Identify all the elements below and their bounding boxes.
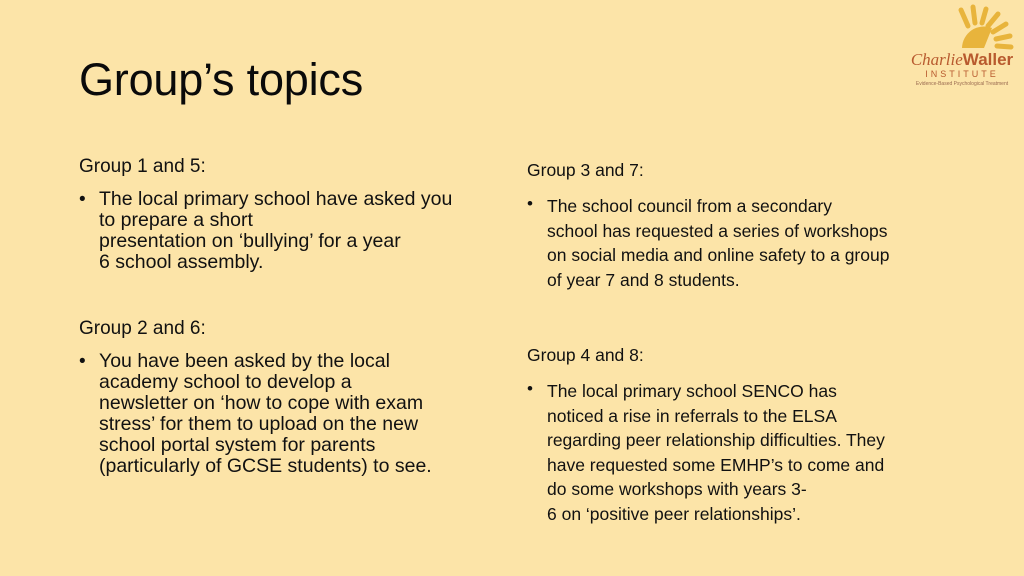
text-line: do some workshops with years 3- [547, 479, 807, 499]
slide-title: Group’s topics [79, 54, 364, 105]
text-line: school portal system for parents [99, 434, 376, 456]
text-line: 6 on ‘positive peer relationships’. [547, 503, 801, 524]
logo-tagline: Evidence-Based Psychological Treatment [915, 81, 1009, 87]
text-line: stress’ for them to upload on the new [99, 413, 419, 435]
group-3-7 [527, 160, 957, 292]
group-2-6 [79, 318, 499, 477]
logo-institute: INSTITUTE [925, 69, 999, 79]
text-line: The school council from a secondary [547, 196, 832, 216]
text-line: school has requested a series of workshops [547, 220, 888, 241]
text-line: The local primary school SENCO has [547, 381, 837, 401]
bullet-text [99, 351, 499, 477]
text-line: (particularly of GCSE students) to see. [99, 455, 432, 477]
bullet-item [79, 351, 499, 477]
logo-name-charlie: Charlie [910, 50, 963, 69]
text-line: academy school to develop a [99, 371, 352, 393]
bullet-item [79, 189, 499, 273]
text-line: newsletter on ‘how to cope with exam [99, 392, 424, 414]
group-heading: Group 2 and 6: [79, 318, 206, 339]
text-line: have requested some EMHP’s to come and [547, 454, 885, 475]
text-line: presentation on ‘bullying’ for a year [99, 230, 401, 252]
charlie-waller-logo [902, 4, 1018, 90]
text-line: regarding peer relationship difficulties. They [547, 430, 885, 450]
group-heading: Group 3 and 7: [527, 160, 644, 180]
text-line: 6 school assembly. [99, 251, 264, 273]
text-line: noticed a rise in referrals to the ELSA [547, 405, 837, 426]
sun-icon [954, 4, 1016, 50]
bullet-item [527, 194, 957, 292]
group-1-5 [79, 156, 499, 273]
bullet-text [547, 194, 957, 292]
text-line: The local primary school have asked you [99, 188, 453, 210]
group-4-8 [527, 345, 957, 526]
text-line: You have been asked by the local [99, 350, 390, 372]
bullet-icon: • [79, 351, 86, 372]
logo-name [907, 50, 1017, 70]
bullet-icon: • [79, 189, 86, 210]
text-line: to prepare a short [99, 209, 253, 231]
bullet-text [547, 379, 957, 526]
bullet-icon: • [527, 194, 533, 213]
group-heading: Group 4 and 8: [527, 345, 644, 365]
bullet-icon: • [527, 379, 533, 398]
text-line: of year 7 and 8 students. [547, 269, 740, 290]
logo-name-waller: Waller [962, 50, 1014, 69]
group-heading: Group 1 and 5: [79, 156, 206, 177]
bullet-text [99, 189, 499, 273]
text-line: on social media and online safety to a group [547, 245, 890, 265]
bullet-item [527, 379, 957, 526]
